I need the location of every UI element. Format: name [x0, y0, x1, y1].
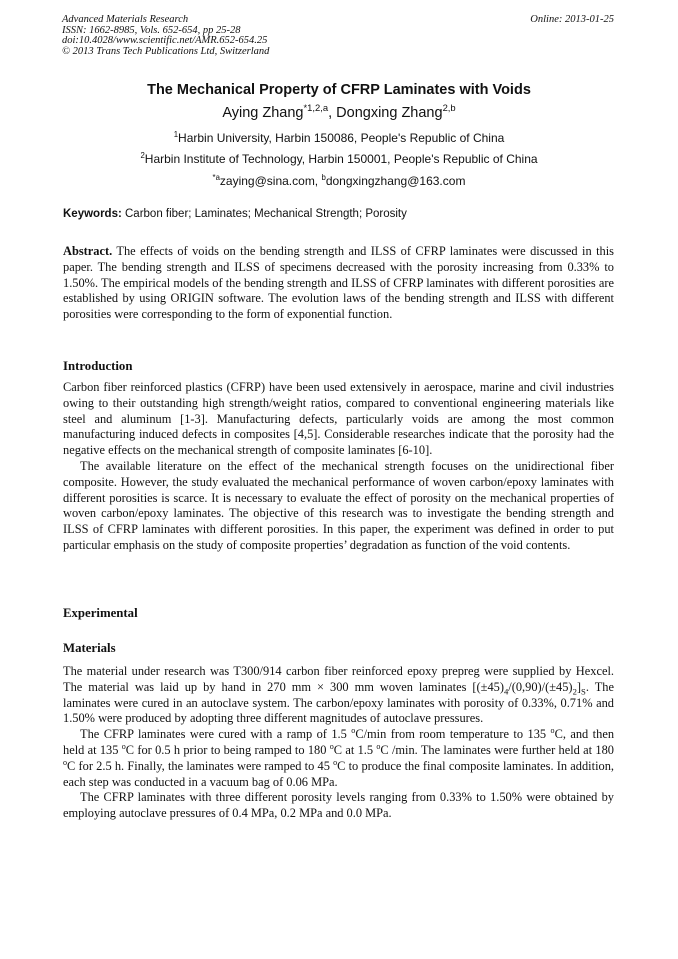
email-b[interactable]: dongxingzhang@163.com	[325, 174, 466, 188]
introduction-paragraph-2: The available literature on the effect of the mechanical strength focuses on the unidirectional fiber composite. However, the study evaluated the mechanical performance of woven carbon/epoxy laminates with different porosities is scarce. It is necessary to evaluate the effect of porosity on the mechanical properties of woven carbon/epoxy laminates. The objective of this research was to investigate the bending strength and ILSS of CFRP laminates with different porosities. In this paper, the experiment was defined in order to put particular emphasis on the study of composite properties’ degradation as function of the void contents.	[63, 458, 614, 552]
materials-heading: Materials	[63, 641, 116, 655]
issn-line: ISSN: 1662-8985, Vols. 652-654, pp 25-28	[62, 24, 241, 36]
materials-p1-part-d: . The laminates were cured in an autoclave system. The carbon/epoxy laminates with porosity of 0.33%, 0.71% and 1.50% were produced by adopting three different magnitudes of autoclave pressures.	[63, 679, 614, 726]
online-date: Online: 2013-01-25	[530, 14, 614, 25]
materials-p1-part-b: /(0,90)/(±45)	[508, 679, 573, 694]
degree-mark: o	[329, 741, 334, 751]
affiliation-2	[0, 152, 678, 166]
materials-paragraph-2	[63, 727, 614, 790]
author-2: Dongxing Zhang	[336, 105, 443, 121]
materials-paragraph-3: The CFRP laminates with three different porosity levels ranging from 0.33% to 1.50% were obtained by employing autoclave pressures of 0.4 MPa, 0.2 MPa and 0.0 MPa.	[63, 790, 614, 821]
degree-mark: o	[333, 757, 338, 767]
materials-p2-part-f: C /min. The laminates were further held at 180	[380, 742, 614, 757]
materials-p1-sub-1: 4	[503, 686, 509, 697]
author-2-sup: 2,b	[442, 102, 456, 114]
introduction-paragraph-1: Carbon fiber reinforced plastics (CFRP) have been used extensively in aerospace, marine and civil industries owing to their outstanding high strength/weight ratios, compared to conventional engineering materials like steel and aluminum [1-3]. Manufacturing defects, particularly voids are among the most common manufacturing induced defects in composites [4,5]. Considerable researches indicate that the porosity had the negative effects on the mechanical strength of composite laminates [6-10].	[63, 380, 614, 458]
author-separator: ,	[328, 105, 337, 121]
materials-p2-part-g: C for 2.5 h. Finally, the laminates were ramped to 45	[67, 758, 334, 773]
materials-p1-part-c: ]	[576, 679, 582, 694]
materials-p1-part-a: The material under research was T300/914 carbon fiber reinforced epoxy prepreg were supplied by Hexcel. The material was laid up by hand in 270 mm × 300 mm woven laminates [(±45)	[63, 664, 614, 694]
materials-paragraph-1	[63, 664, 614, 727]
journal-name: Advanced Materials Research	[62, 14, 189, 25]
introduction-body	[63, 380, 614, 554]
copyright-line: © 2013 Trans Tech Publications Ltd, Switzerland	[62, 45, 270, 57]
journal-header	[62, 15, 614, 57]
materials-p2-part-e: C at 1.5	[333, 742, 377, 757]
author-1: Aying Zhang	[222, 105, 304, 121]
affiliation-1	[0, 131, 678, 145]
materials-p2-part-b: C/min from room temperature to 135	[355, 727, 551, 742]
degree-mark: o	[351, 726, 356, 736]
keywords-text: Carbon fiber; Laminates; Mechanical Strength; Porosity	[121, 208, 407, 220]
materials-p1-sub-2: 2	[572, 686, 577, 697]
paper-title: The Mechanical Property of CFRP Laminates with Voids	[147, 82, 531, 98]
degree-mark: o	[550, 726, 555, 736]
introduction-heading: Introduction	[63, 359, 133, 373]
email-line	[0, 174, 678, 188]
degree-mark: o	[63, 757, 68, 767]
author-line	[0, 102, 678, 121]
affiliation-2-text: Harbin Institute of Technology, Harbin 150001, People's Republic of China	[144, 152, 538, 166]
materials-p2-part-a: The CFRP laminates were cured with a ramp of 1.5	[80, 727, 352, 742]
materials-p2-part-h: C to produce the final composite laminates. In addition, each step was conducted in a vacuum bag of 0.06 MPa.	[63, 758, 614, 789]
author-1-sup: *1,2,a	[303, 102, 329, 114]
materials-body	[63, 664, 614, 822]
keywords	[63, 208, 615, 220]
affiliation-1-text: Harbin University, Harbin 150086, People's Republic of China	[178, 131, 505, 145]
email-a-sup: *a	[212, 173, 220, 182]
abstract-label: Abstract.	[63, 244, 113, 258]
abstract-text: The effects of voids on the bending strength and ILSS of CFRP laminates were discussed in this paper. The bending strength and ILSS of specimens decreased with the porosity increasing from 0.33% to 1.50%. The empirical models of the bending strength and ILSS of CFRP laminates with different porosities are established by using ORIGIN software. The evolution laws of the bending strength and ILSS with different porosities were corresponding to the form of exponential function.	[63, 244, 614, 322]
doi-line[interactable]: doi:10.4028/www.scientific.net/AMR.652-654.25	[62, 35, 268, 47]
email-a[interactable]: zaying@sina.com,	[219, 174, 322, 188]
email-b-sup: b	[321, 173, 326, 182]
abstract	[63, 244, 614, 323]
experimental-heading: Experimental	[63, 606, 138, 620]
affiliation-1-sup: 1	[173, 130, 179, 139]
materials-p2-part-c: C, and then held at 135	[63, 727, 615, 757]
affiliation-2-sup: 2	[140, 151, 145, 160]
degree-mark: o	[121, 741, 126, 751]
degree-mark: o	[376, 741, 381, 751]
materials-p2-part-d: C for 0.5 h prior to being ramped to 180	[125, 742, 330, 757]
materials-p1-sub-3: S	[581, 686, 586, 697]
keywords-label: Keywords:	[63, 208, 122, 220]
